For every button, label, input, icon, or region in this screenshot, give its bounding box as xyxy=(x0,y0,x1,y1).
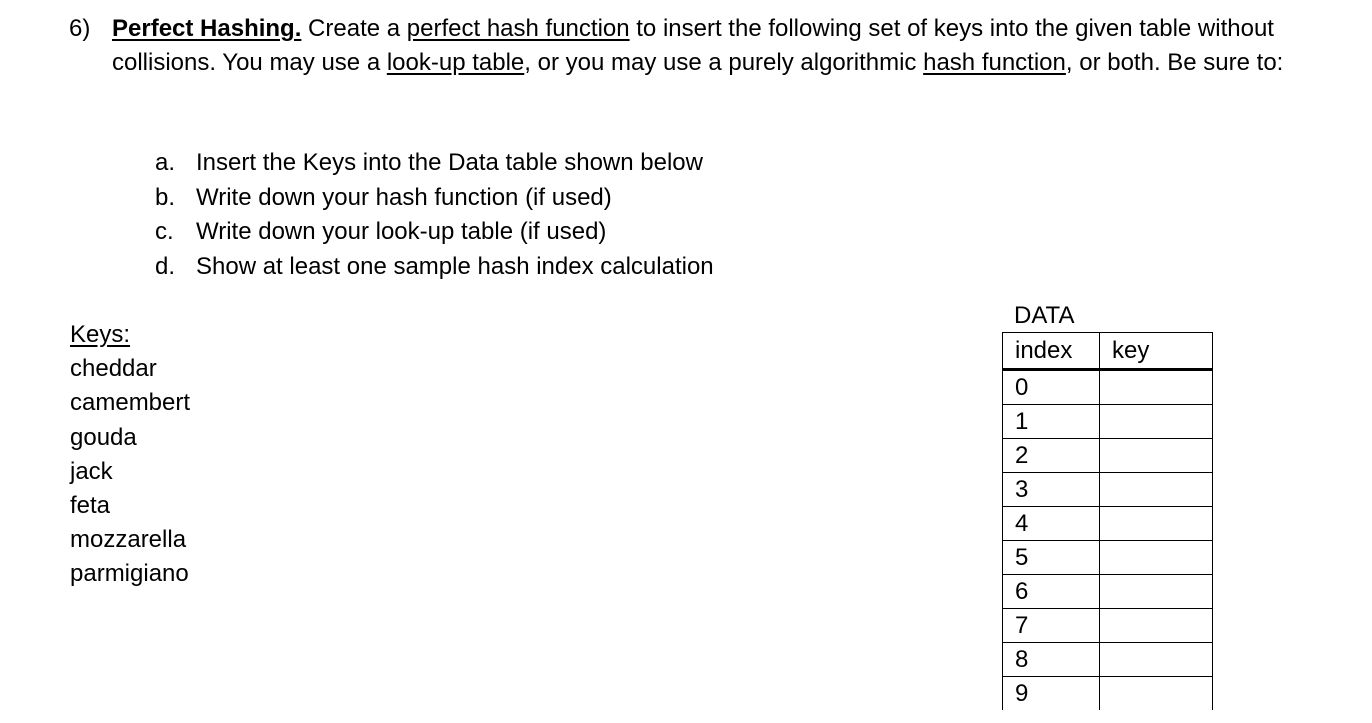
header-key: key xyxy=(1100,333,1213,370)
key-cell[interactable] xyxy=(1100,677,1213,711)
index-cell: 9 xyxy=(1003,677,1100,711)
table-row xyxy=(1003,405,1213,439)
key-cell[interactable] xyxy=(1100,473,1213,507)
table-row xyxy=(1003,507,1213,541)
key-item: camembert xyxy=(70,389,191,417)
task-item xyxy=(155,146,714,181)
key-item: mozzarella xyxy=(70,526,187,554)
question-block xyxy=(69,12,1329,80)
key-cell[interactable] xyxy=(1100,541,1213,575)
table-row xyxy=(1003,609,1213,643)
task-item xyxy=(155,181,714,216)
index-cell: 3 xyxy=(1003,473,1100,507)
task-text: Write down your look-up table (if used) xyxy=(196,218,607,245)
index-cell: 4 xyxy=(1003,507,1100,541)
task-text: Insert the Keys into the Data table shown below xyxy=(196,149,703,176)
table-header-row xyxy=(1003,333,1213,370)
task-list xyxy=(155,146,714,284)
question-text-part-2: to insert the following set of keys into the given table without collisions. You may use a xyxy=(112,15,1274,76)
task-text: Write down your hash function (if used) xyxy=(196,183,612,211)
question-text-part-3: , or you may use a purely algorithmic xyxy=(524,49,924,76)
keys-list xyxy=(70,318,190,592)
table-row xyxy=(1003,370,1213,405)
task-letter: d. xyxy=(155,252,176,280)
index-cell: 8 xyxy=(1003,643,1100,677)
task-letter: b. xyxy=(155,183,176,211)
question-title: Perfect Hashing. xyxy=(112,15,302,42)
key-cell[interactable] xyxy=(1100,575,1213,609)
task-text: Show at least one sample hash index calculation xyxy=(196,252,714,280)
task-item xyxy=(155,250,714,285)
task-item xyxy=(155,215,714,250)
index-cell: 1 xyxy=(1003,405,1100,439)
table-row xyxy=(1003,541,1213,575)
header-index: index xyxy=(1003,333,1100,370)
data-table xyxy=(1002,332,1213,710)
table-row xyxy=(1003,677,1213,711)
key-cell[interactable] xyxy=(1100,643,1213,677)
question-number: 6) xyxy=(69,15,91,42)
term-hash-function: hash function xyxy=(923,49,1066,76)
keys-label: Keys: xyxy=(70,321,131,348)
table-row xyxy=(1003,473,1213,507)
question-text-part-1: Create a xyxy=(301,15,407,42)
index-cell: 0 xyxy=(1003,370,1100,405)
task-letter: c. xyxy=(155,218,174,245)
key-item: gouda xyxy=(70,423,137,451)
index-cell: 7 xyxy=(1003,609,1100,643)
task-letter: a. xyxy=(155,149,176,176)
index-cell: 2 xyxy=(1003,439,1100,473)
table-row xyxy=(1003,643,1213,677)
key-cell[interactable] xyxy=(1100,405,1213,439)
key-cell[interactable] xyxy=(1100,370,1213,405)
key-item: feta xyxy=(70,492,111,520)
index-cell: 5 xyxy=(1003,541,1100,575)
table-row xyxy=(1003,575,1213,609)
question-text-part-4: , or both. Be sure to: xyxy=(1065,49,1284,76)
table-row xyxy=(1003,439,1213,473)
key-item: cheddar xyxy=(70,355,157,383)
key-cell[interactable] xyxy=(1100,507,1213,541)
key-item: parmigiano xyxy=(70,560,189,588)
term-perfect-hash-function: perfect hash function xyxy=(406,15,630,42)
term-look-up-table: look-up table xyxy=(386,49,525,76)
key-cell[interactable] xyxy=(1100,439,1213,473)
index-cell: 6 xyxy=(1003,575,1100,609)
key-item: jack xyxy=(70,457,113,485)
key-cell[interactable] xyxy=(1100,609,1213,643)
question-text xyxy=(112,12,1329,80)
data-table-title: DATA xyxy=(1014,302,1075,329)
